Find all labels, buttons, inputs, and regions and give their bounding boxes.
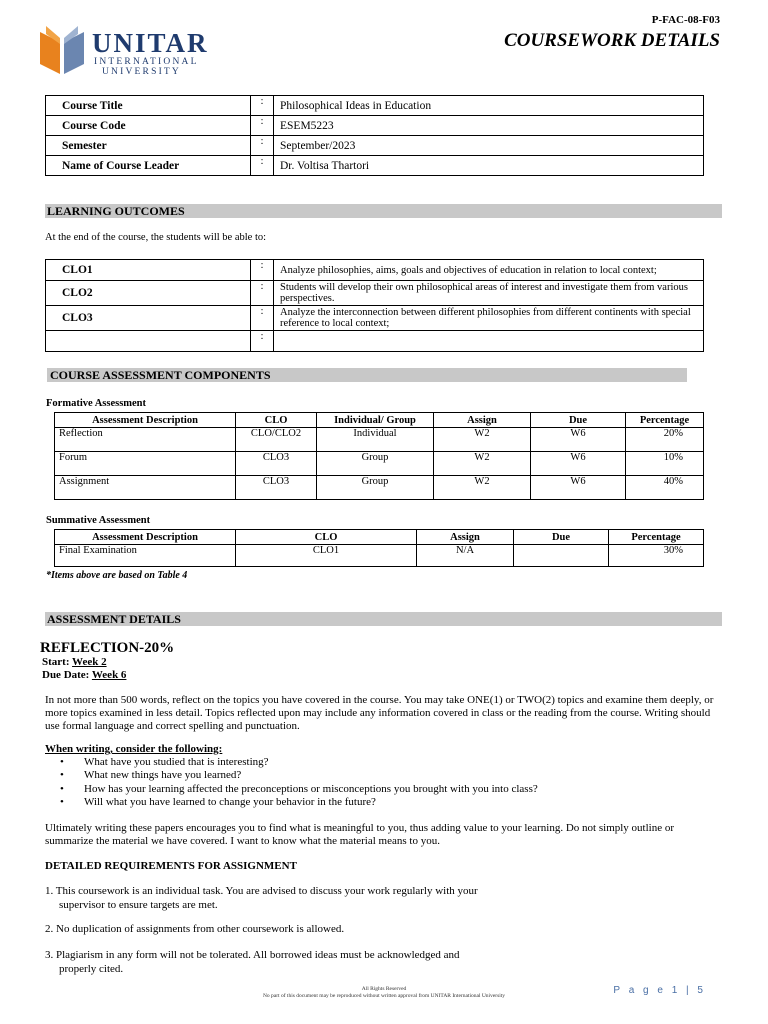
requirement-line: supervisor to ensure targets are met. (59, 899, 218, 911)
column-header: Individual/ Group (317, 413, 434, 428)
table-cell: Individual (317, 428, 434, 452)
course-info-row (46, 96, 704, 116)
document-title: COURSEWORK DETAILS (504, 30, 720, 51)
table-cell: W2 (434, 452, 531, 476)
table-cell: Final Examination (55, 545, 236, 567)
clo-text: Students will develop their own philosophical areas of interest and investigate them from various perspectives. (274, 281, 704, 306)
assessment-details-heading: ASSESSMENT DETAILS (45, 612, 722, 626)
requirement-item (45, 948, 565, 976)
table-row (55, 428, 704, 452)
requirements-heading: DETAILED REQUIREMENTS FOR ASSIGNMENT (45, 860, 297, 872)
list-item: • What have you studied that is interesting? (60, 756, 538, 769)
start-line (42, 656, 107, 668)
colon: : (251, 281, 274, 306)
course-info-label: Course Code (46, 116, 251, 136)
column-header: Assign (417, 530, 514, 545)
logo-subline-1: INTERNATIONAL (94, 57, 199, 67)
table-note: *Items above are based on Table 4 (46, 570, 188, 581)
table-cell: W6 (531, 452, 626, 476)
requirement-line: 1. This coursework is an individual task. You are advised to discuss your work regularly with your (45, 885, 478, 897)
due-label: Due Date: (42, 669, 92, 681)
assessment-components-heading: COURSE ASSESSMENT COMPONENTS (47, 368, 687, 382)
requirement-item (45, 884, 565, 912)
table-cell: Reflection (55, 428, 236, 452)
formative-table (54, 412, 704, 500)
column-header: CLO (236, 413, 317, 428)
table-cell: W2 (434, 476, 531, 500)
clo-row (46, 306, 704, 331)
start-label: Start: (42, 656, 73, 668)
table-row (55, 452, 704, 476)
course-info-value: ESEM5223 (274, 116, 704, 136)
table-cell: CLO3 (236, 452, 317, 476)
table-cell: 20% (626, 428, 704, 452)
table-cell (514, 545, 609, 567)
table-cell: 30% (609, 545, 704, 567)
clo-text: Analyze philosophies, aims, goals and objectives of education in relation to local context; (274, 260, 704, 281)
requirement-line: 3. Plagiarism in any form will not be tolerated. All borrowed ideas must be acknowledged and (45, 949, 460, 961)
table-row (55, 545, 704, 567)
page-number: P a g e 1 | 5 (613, 985, 706, 996)
requirement-line: 2. No duplication of assignments from other coursework is allowed. (45, 923, 345, 935)
formative-title: Formative Assessment (46, 398, 147, 409)
colon: : (251, 156, 274, 176)
requirement-item (45, 922, 565, 936)
course-info-value: Philosophical Ideas in Education (274, 96, 704, 116)
column-header: Percentage (609, 530, 704, 545)
course-info-row (46, 116, 704, 136)
list-item: • How has your learning affected the preconceptions or misconceptions you brought with you into class? (60, 783, 538, 796)
closing-paragraph: Ultimately writing these papers encourages you to find what is meaningful to you, thus adding value to your learning. Do not simply outline or summarize the material we have covered. I want to know what the material means to you. (45, 822, 675, 847)
course-info-value: September/2023 (274, 136, 704, 156)
column-header: CLO (236, 530, 417, 545)
start-value: Week 2 (72, 656, 107, 668)
table-cell: N/A (417, 545, 514, 567)
table-cell: 10% (626, 452, 704, 476)
clo-row (46, 331, 704, 352)
logo-subline-2: UNIVERSITY (102, 67, 181, 77)
course-info-value: Dr. Voltisa Thartori (274, 156, 704, 176)
list-item: • Will what you have learned to change your behavior in the future? (60, 796, 538, 809)
due-value: Week 6 (91, 669, 127, 681)
table-row (55, 476, 704, 500)
table-cell: Assignment (55, 476, 236, 500)
course-info-label: Course Title (46, 96, 251, 116)
book-logo-icon (36, 22, 88, 78)
rights-text: All Rights Reserved (361, 986, 407, 992)
learning-outcomes-intro: At the end of the course, the students will be able to: (45, 232, 267, 243)
course-info-row (46, 156, 704, 176)
table-cell: Group (317, 476, 434, 500)
colon: : (251, 96, 274, 116)
table-cell: CLO3 (236, 476, 317, 500)
column-header: Due (531, 413, 626, 428)
clo-text (274, 331, 704, 352)
reflection-title: REFLECTION-20% (40, 640, 175, 656)
due-line (42, 669, 126, 681)
colon: : (251, 136, 274, 156)
column-header: Due (514, 530, 609, 545)
column-header: Assessment Description (55, 413, 236, 428)
clo-label (46, 331, 251, 352)
notice-text: No part of this document may be reproduced without written approval from UNITAR International University (262, 993, 506, 999)
course-info-label: Semester (46, 136, 251, 156)
summative-table (54, 529, 704, 567)
table-cell: 40% (626, 476, 704, 500)
clo-label: CLO3 (46, 306, 251, 331)
clo-text: Analyze the interconnection between different philosophies from different continents with special reference to local context; (274, 306, 704, 331)
colon: : (251, 260, 274, 281)
reflection-body: In not more than 500 words, reflect on the topics you have covered in the course. You may take ONE(1) or TWO(2) topics and examine them deeply, or more topics examined in less detail. Topics reflected upon may include any information covered in class or the reading from the course. Writing should use formal language and correct spelling and punctuation. (45, 694, 714, 732)
column-header: Percentage (626, 413, 704, 428)
consider-heading: When writing, consider the following: (45, 743, 223, 755)
clo-table (45, 259, 704, 352)
list-item: • What new things have you learned? (60, 769, 538, 782)
logo-wordmark: UNITAR (92, 28, 209, 58)
colon: : (251, 306, 274, 331)
table-cell: W6 (531, 476, 626, 500)
column-header: Assessment Description (55, 530, 236, 545)
document-code: P-FAC-08-F03 (651, 14, 720, 26)
table-cell: W6 (531, 428, 626, 452)
table-cell: CLO/CLO2 (236, 428, 317, 452)
course-info-table (45, 95, 704, 176)
course-info-label: Name of Course Leader (46, 156, 251, 176)
summative-title: Summative Assessment (46, 515, 151, 526)
table-cell: CLO1 (236, 545, 417, 567)
colon: : (251, 116, 274, 136)
course-info-row (46, 136, 704, 156)
clo-label: CLO2 (46, 281, 251, 306)
clo-row (46, 260, 704, 281)
clo-row (46, 281, 704, 306)
requirement-line: properly cited. (59, 963, 124, 975)
learning-outcomes-heading: LEARNING OUTCOMES (45, 204, 722, 218)
summative-header-row (55, 530, 704, 545)
colon: : (251, 331, 274, 352)
table-cell: W2 (434, 428, 531, 452)
table-cell: Forum (55, 452, 236, 476)
table-cell: Group (317, 452, 434, 476)
formative-header-row (55, 413, 704, 428)
column-header: Assign (434, 413, 531, 428)
consider-list (60, 756, 538, 809)
unitar-logo (36, 22, 216, 78)
clo-label: CLO1 (46, 260, 251, 281)
